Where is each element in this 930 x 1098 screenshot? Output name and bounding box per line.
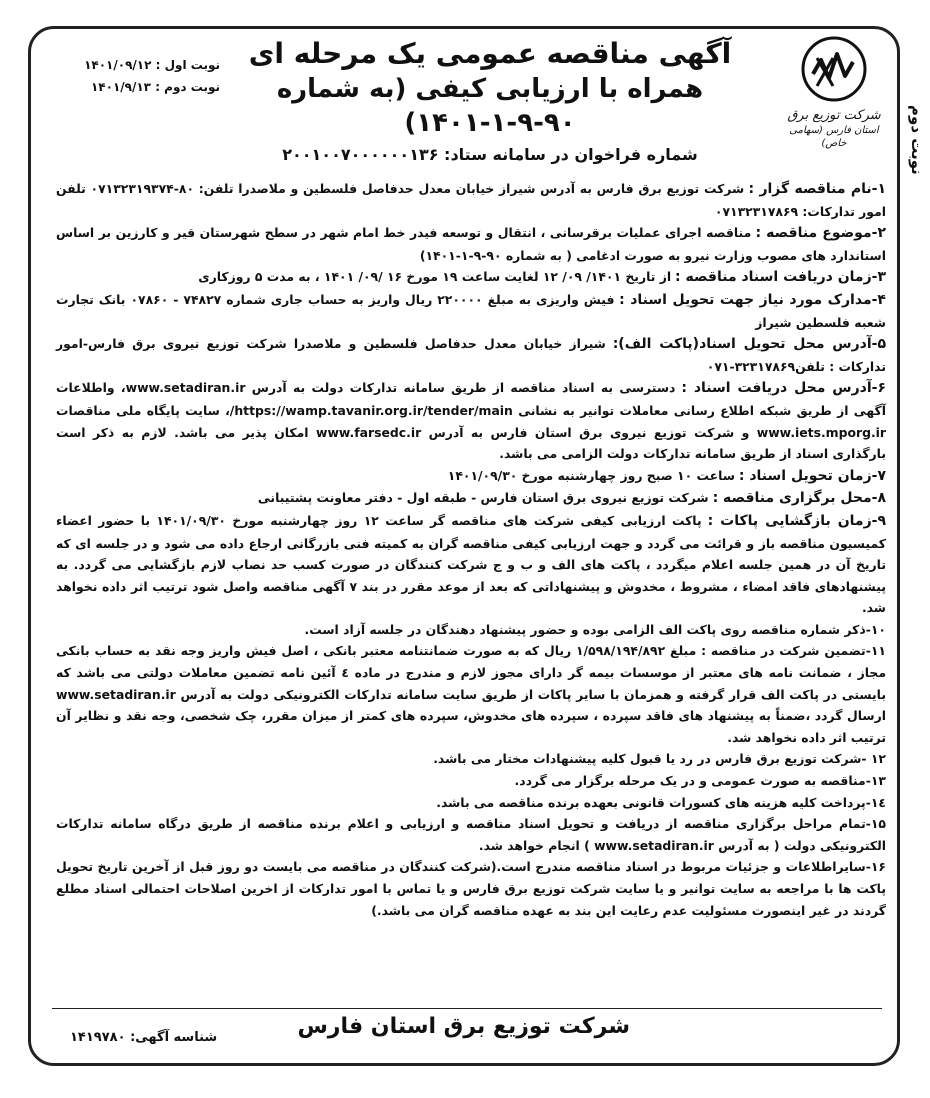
item-text: دسترسی به اسناد مناقصه از طریق سامانه تدارکات دولت به آدرس www.setadiran.ir، واطلاعات آگهی از طریق شبکه اطلاع رسانی معاملات توانیر به نشانی https://wamp.tavanir.org.ir/tender/main/، سایت پایگاه ملی مناقصات www.iets.mporg.ir و شرکت توزیع نیروی برق استان فارس به آدرس www.farsedc.ir امکان پذیر می باشد. لازم به ذکر است بارگذاری اسناد از طریق سامانه تدارکات دولت الزامی می باشد. [56, 380, 887, 462]
footer-company-name: شرکت توزیع برق استان فارس [297, 1014, 630, 1039]
company-logo [780, 34, 888, 154]
footer-divider [52, 1008, 882, 1009]
item-text: ۱۳-مناقصه به صورت عمومی و در یک مرحله برگزار می گردد. [514, 773, 886, 789]
item-label: ۷-زمان تحویل اسناد : [738, 467, 886, 484]
notice-item [56, 770, 886, 792]
item-label: ۴-مدارک مورد نیاز جهت تحویل اسناد : [619, 291, 886, 308]
item-text: پاکت ارزیابی کیفی شرکت های مناقصه گر ساعت ۱۲ روز چهارشنبه مورخ ۱۴۰۱/۰۹/۳۰ با حضور اعضاء کمیسیون مناقصه باز و قرائت می گردد و جهت ارزیابی کیفی مناقصه گران به کمیته فنی بازرگانی ارجاع داده می شود و در جلسه ای که تاریخ آن در همین جلسه اعلام میگردد ، پاکت های الف و ب و ج شرکت کنندگان در صورت کسب حد نصاب لازم بازگشایی می گردد. به پیشنهادهای فاقد امضاء ، مشروط ، مخدوش و پیشنهاداتی که بعد از موعد مقرر در بند ۷ آگهی مناقصه واصل شود ترتیب اثر داده نخواهد شد. [56, 512, 886, 616]
item-text: از تاریخ ۱۴۰۱/ ۰۹/ ۱۲ لغایت ساعت ۱۹ مورخ ۱۶ /۰۹/ ۱۴۰۱ ، به مدت ۵ روزکاری [198, 269, 672, 285]
notice-item [56, 487, 886, 510]
notice-body [56, 178, 886, 921]
item-text: شرکت توزیع نیروی برق استان فارس - طبقه اول - دفتر معاونت پشتیبانی [257, 490, 709, 506]
notice-item [56, 178, 886, 222]
title-line-2: همراه با ارزیابی کیفی (به شماره ۹۰-۹-۱-۱۴۰۱) [276, 74, 704, 138]
item-text: ساعت ۱۰ صبح روز چهارشنبه مورخ ۱۴۰۱/۰۹/۳۰ [447, 467, 735, 483]
item-text: شیراز خیابان معدل حدفاصل فلسطین و ملاصدرا شرکت توزیع نیروی برق فارس-امور تدارکات : تلفن۳۲۳۱۷۸۶۹-۰۷۱ [56, 336, 886, 374]
notice-item [56, 377, 886, 464]
notice-item [56, 222, 886, 266]
item-text: ۱۶-سایراطلاعات و جزئیات مربوط در اسناد مناقصه مندرج است.(شرکت کنندگان در مناقصه می بایست دو روز قبل از آخرین تاریخ تحویل پاکت ها با مراجعه به سایت توانیر و یا سایت شرکت توزیع برق فارس و یا تماس با امور تدارکات از اخرین اصلاحات احتمالی اسناد مطلع گردند در غیر اینصورت مسئولیت عدم رعایت این بند به عهده مناقصه گران می باشد.) [56, 859, 886, 918]
item-label: ۶-آدرس محل دریافت اسناد : [681, 380, 886, 397]
item-text: ۱۵-تمام مراحل برگزاری مناقصه از دریافت و تحویل اسناد مناقصه و ارزیابی و اعلام برنده مناقصه از طریق درگاه سامانه تدارکات الکترونیکی دولت ( به آدرس www.setadiran.ir ) انجام خواهد شد. [56, 816, 886, 853]
title-line-3: شماره فراخوان در سامانه ستاد: ۲۰۰۱۰۰۷۰۰۰۰۰۰۱۳۶ [282, 145, 698, 164]
item-label: ۲-موضوع مناقصه : [755, 225, 886, 242]
item-text: شرکت توزیع برق فارس به آدرس شیراز خیابان معدل حدفاصل فلسطین و ملاصدرا تلفن: ۸۰-۰۷۱۳۲۳۱۹۳۷۴ تلفن امور تدارکات: ۰۷۱۳۲۳۱۷۸۶۹ [56, 181, 886, 219]
item-text: ۱۲ -شرکت توزیع برق فارس در رد یا قبول کلیه پیشنهادات مختار می باشد. [433, 751, 886, 767]
footer-ad-id: شناسه آگهی: ۱۴۱۹۷۸۰ [70, 1030, 218, 1045]
notice-item [56, 465, 886, 488]
side-label: نوبت دوم [908, 105, 926, 175]
item-label: ۹-زمان بازگشایی پاکات : [707, 512, 886, 529]
publication-dates [70, 54, 220, 98]
logo-subtitle: استان فارس (سهامی خاص) [789, 125, 879, 149]
side-strip [904, 40, 930, 240]
notice-item [56, 333, 886, 377]
item-label: ۱-نام مناقصه گزار : [748, 181, 886, 197]
item-text: فیش واریزی به مبلغ ۲۲۰۰۰۰ ریال واریز به حساب جاری شماره ۷۴۸۲۷ - ۰۷۸۶۰ بانک تجارت شعبه فلسطین شیراز [56, 291, 886, 330]
item-label: ۵-آدرس محل تحویل اسناد(پاکت الف): [612, 336, 886, 353]
title-line-1: آگهی مناقصه عمومی یک مرحله ای [248, 37, 732, 70]
notice-header [210, 36, 770, 168]
item-text: مناقصه اجرای عملیات برقرسانی ، انتقال و توسعه فیدر خط امام شهر در سطح شهرستان قیر و کارزین بر اساس استاندارد های مصوب وزارت نیرو به صورت ادغامی ( به شماره ۹۰-۹-۱-۱۴۰۱) [56, 225, 886, 263]
item-text: ۱٤-پرداخت کلیه هزینه های کسورات قانونی بعهده برنده مناقصه می باشد. [436, 794, 886, 810]
notice-item [56, 510, 886, 619]
notice-item [56, 748, 886, 770]
logo-name: شرکت توزیع برق [787, 108, 881, 123]
notice-item [56, 289, 886, 333]
item-label: ۳-زمان دریافت اسناد مناقصه : [675, 269, 886, 286]
item-text: ۱۰-ذکر شماره مناقصه روی پاکت الف الزامی بوده و حضور پیشنهاد دهندگان در جلسه آزاد است. [304, 621, 886, 637]
notice-item [56, 813, 886, 856]
notice-item [56, 856, 886, 921]
item-label: ۸-محل برگزاری مناقصه : [712, 490, 886, 507]
notice-item [56, 640, 886, 748]
notice-item [56, 792, 886, 814]
notice-item [56, 619, 886, 641]
second-publication-date: نوبت دوم : ۱۴۰۱/۹/۱۳ [90, 80, 220, 94]
notice-item [56, 266, 886, 289]
power-logo-icon [799, 34, 869, 104]
item-text: ۱۱-تضمین شرکت در مناقصه : مبلغ ۱/۵۹۸/۱۹۴/۸۹۲ ریال که به صورت ضمانتنامه معتبر بانکی ، اصل فیش واریز وجه نقد به حساب بانکی مجاز ، ضمانت نامه های معتبر از موسسات بیمه گر دارای مجوز لازم و مندرج در ماده ٤ آئین نامه تضمین معاملات دولتی می باشد که بایستی در پاکت الف قرار گرفته و همزمان با سایر پاکات از طریق سایت سامانه تدارکات الکترونیکی دولت به آدرس www.setadiran.ir ارسال گردد ،ضمناً به پیشنهاد های فاقد سپرده ، سپرده های مخدوش، سپرده های کمتر از میزان مقرر، چک شخصی، وجه نقد و نظایر آن ترتیب اثر داده نخواهد شد. [56, 643, 886, 745]
first-publication-date: نوبت اول : ۱۴۰۱/۰۹/۱۲ [84, 58, 220, 72]
